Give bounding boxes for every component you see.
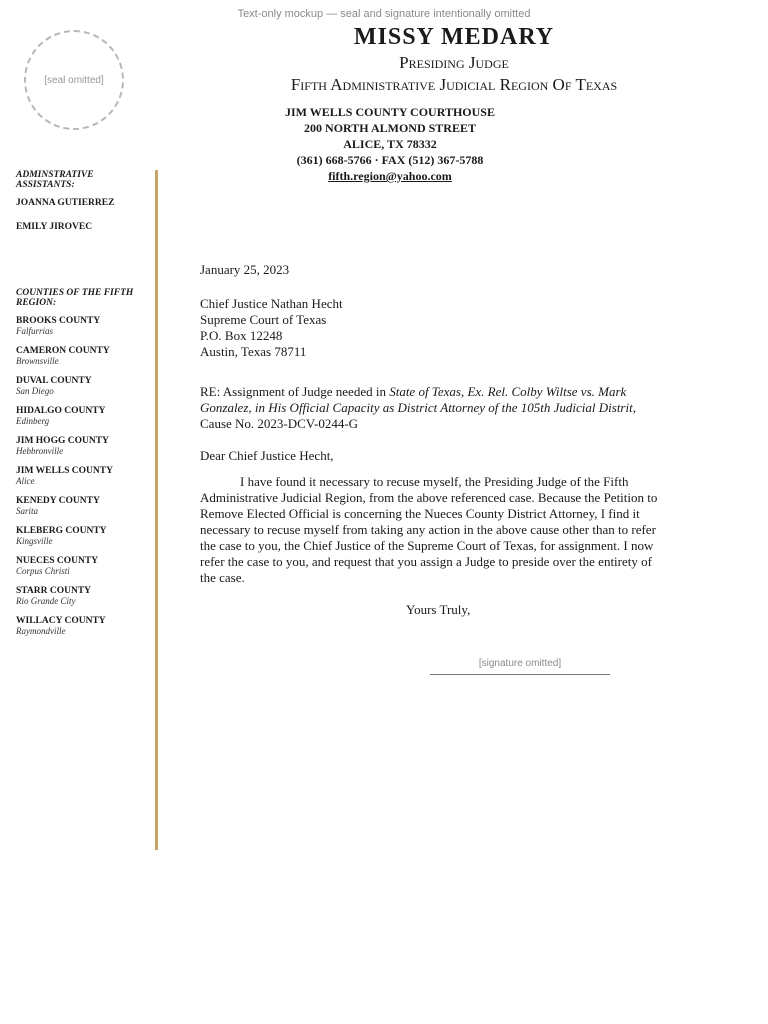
- county-entry: [16, 616, 146, 636]
- county-seat: Kingsville: [16, 536, 53, 546]
- letterhead: [160, 24, 748, 95]
- re-case: State of Texas, Ex. Rel. Colby Wiltse vs. Mark Gonzalez, in His Official Capacity as District Attorney of the 105th Judicial Distrit,: [200, 384, 636, 415]
- county-entry: [16, 526, 146, 546]
- recipient-line: P.O. Box 12248: [200, 328, 283, 343]
- county-name: JIM HOGG COUNTY: [16, 436, 109, 446]
- sidebar: [16, 170, 146, 646]
- county-seat: Brownsville: [16, 356, 59, 366]
- closing: Yours Truly,: [406, 602, 471, 617]
- email-link[interactable]: fifth.region@yahoo.com: [328, 169, 452, 183]
- county-name: NUECES COUNTY: [16, 556, 99, 566]
- county-name: BROOKS COUNTY: [16, 316, 101, 326]
- office-address: [210, 104, 570, 184]
- counties-label: COUNTIES OF THE FIFTH REGION:: [16, 288, 134, 308]
- assistants-label: ADMINSTRATIVE ASSISTANTS:: [16, 170, 94, 190]
- seal-placeholder: [seal omitted]: [24, 30, 124, 130]
- county-seat: San Diego: [16, 386, 54, 396]
- address-line: JIM WELLS COUNTY COURTHOUSE: [285, 105, 495, 119]
- letter-date: January 25, 2023: [200, 262, 290, 277]
- county-entry: [16, 436, 146, 456]
- county-entry: [16, 556, 146, 576]
- address-line: (361) 668-5766 · FAX (512) 367-5788: [296, 153, 484, 167]
- county-seat: Edinberg: [16, 416, 50, 426]
- recipient-block: [200, 296, 670, 360]
- county-entry: [16, 496, 146, 516]
- county-name: DUVAL COUNTY: [16, 376, 92, 386]
- recipient-line: Chief Justice Nathan Hecht: [200, 296, 343, 311]
- judge-name: MISSY MEDARY: [353, 24, 555, 50]
- letter-body: [200, 262, 670, 675]
- county-name: HIDALGO COUNTY: [16, 406, 106, 416]
- county-name: KLEBERG COUNTY: [16, 526, 107, 536]
- county-seat: Hebbronville: [16, 446, 64, 456]
- county-name: WILLACY COUNTY: [16, 616, 106, 626]
- recipient-line: Supreme Court of Texas: [200, 312, 327, 327]
- assistant-name: JOANNA GUTIERREZ: [16, 198, 115, 208]
- county-seat: Raymondville: [16, 626, 66, 636]
- county-name: JIM WELLS COUNTY: [16, 466, 113, 476]
- county-entry: [16, 406, 146, 426]
- county-entry: [16, 586, 146, 606]
- judge-title: Presiding Judge: [399, 53, 509, 72]
- county-list: [16, 316, 146, 636]
- recipient-line: Austin, Texas 78711: [200, 344, 307, 359]
- assistant-name: EMILY JIROVEC: [16, 222, 93, 232]
- county-name: STARR COUNTY: [16, 586, 92, 596]
- address-line: ALICE, TX 78332: [343, 137, 437, 151]
- salutation: Dear Chief Justice Hecht,: [200, 448, 334, 463]
- region-name: Fifth Administrative Judicial Region Of Texas: [290, 75, 618, 94]
- sidebar-rule: [155, 170, 158, 850]
- county-name: CAMERON COUNTY: [16, 346, 110, 356]
- mockup-notice: Text-only mockup — seal and signature intentionally omitted: [237, 8, 531, 20]
- county-seat: Rio Grande City: [16, 596, 76, 606]
- county-entry: [16, 376, 146, 396]
- county-seat: Falfurrias: [16, 326, 54, 336]
- county-entry: [16, 466, 146, 486]
- signature-placeholder: [signature omitted]: [430, 636, 610, 675]
- county-entry: [16, 346, 146, 366]
- re-prefix: RE: Assignment of Judge needed in: [200, 384, 390, 399]
- body-paragraph: I have found it necessary to recuse myself, the Presiding Judge of the Fifth Administrative Judicial Region, from the above referenced case. Because the Petition to Remove Elected Official is concerning the Nueces County District Attorney, I find it necessary to recuse myself from taking any action in the above cause other than to refer the case to you, the Chief Justice of the Supreme Court of Texas, for assignment. I now refer the case to you, and request that you assign a Judge to preside over the entirety of the case.: [200, 474, 658, 585]
- county-entry: [16, 316, 146, 336]
- re-line: [200, 384, 670, 432]
- county-seat: Corpus Christi: [16, 566, 70, 576]
- address-line: 200 NORTH ALMOND STREET: [304, 121, 476, 135]
- re-cause: Cause No. 2023-DCV-0244-G: [200, 416, 359, 431]
- county-name: KENEDY COUNTY: [16, 496, 100, 506]
- county-seat: Sarita: [16, 506, 39, 516]
- county-seat: Alice: [16, 476, 35, 486]
